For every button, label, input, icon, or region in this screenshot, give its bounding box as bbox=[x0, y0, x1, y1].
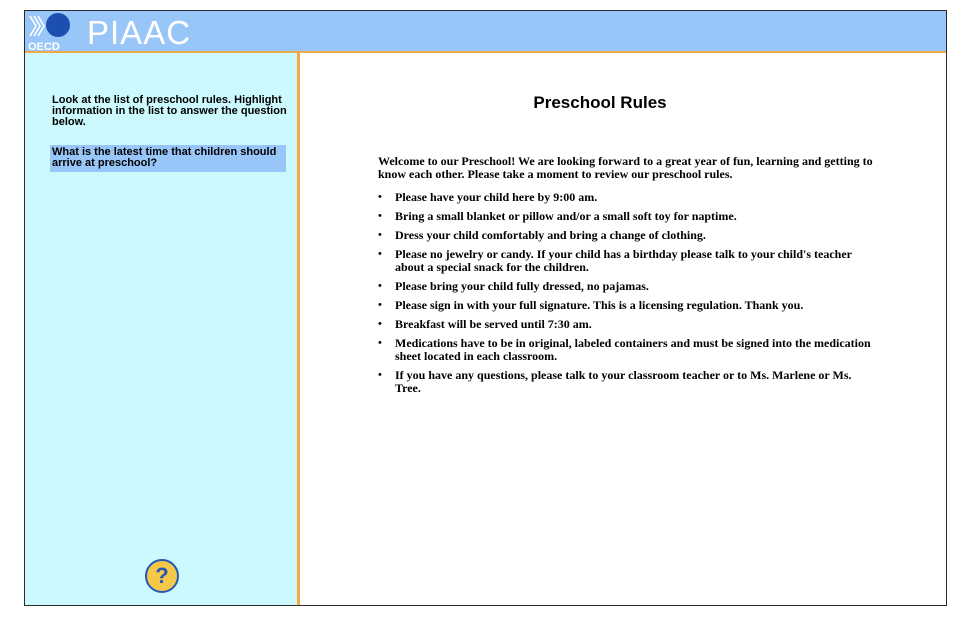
rule-item[interactable]: • If you have any questions, please talk to your classroom teacher or to Ms. Marlene or Ms. Tree. bbox=[395, 369, 878, 395]
task-instructions: Look at the list of preschool rules. Highlight information in the list to answer the question below. bbox=[52, 94, 287, 128]
rule-item[interactable]: • Medications have to be in original, labeled containers and must be signed into the medication sheet located in each classroom. bbox=[395, 337, 878, 363]
rule-item[interactable]: • Bring a small blanket or pillow and/or a small soft toy for naptime. bbox=[395, 210, 878, 223]
document-intro[interactable]: Welcome to our Preschool! We are looking forward to a great year of fun, learning and getting to know each other. Please take a moment to review our preschool rules. bbox=[378, 154, 873, 181]
task-question: What is the latest time that children should arrive at preschool? bbox=[50, 145, 286, 172]
sidebar bbox=[25, 53, 300, 605]
rule-item[interactable]: • Breakfast will be served until 7:30 am. bbox=[395, 318, 878, 331]
rule-item[interactable]: • Please have your child here by 9:00 am. bbox=[395, 191, 878, 204]
brand-title: PIAAC bbox=[87, 14, 192, 51]
question-mark-icon: ? bbox=[155, 563, 169, 588]
document-title: Preschool Rules bbox=[533, 93, 667, 112]
help-button[interactable] bbox=[145, 559, 179, 593]
oecd-logo-text: OECD bbox=[28, 41, 60, 52]
rule-item[interactable]: • Dress your child comfortably and bring a change of clothing. bbox=[395, 229, 878, 242]
rule-item[interactable]: • Please bring your child fully dressed, no pajamas. bbox=[395, 280, 878, 293]
app-frame bbox=[24, 10, 947, 606]
rule-item[interactable]: • Please sign in with your full signature. This is a licensing regulation. Thank you. bbox=[395, 299, 878, 312]
header-bar bbox=[25, 11, 946, 53]
oecd-logo bbox=[27, 12, 75, 52]
rule-item[interactable]: • Please no jewelry or candy. If your child has a birthday please talk to your child's teacher about a special snack for the children. bbox=[395, 248, 878, 274]
document-body bbox=[378, 155, 878, 401]
rules-list bbox=[378, 191, 878, 395]
stimulus-panel bbox=[300, 55, 946, 605]
